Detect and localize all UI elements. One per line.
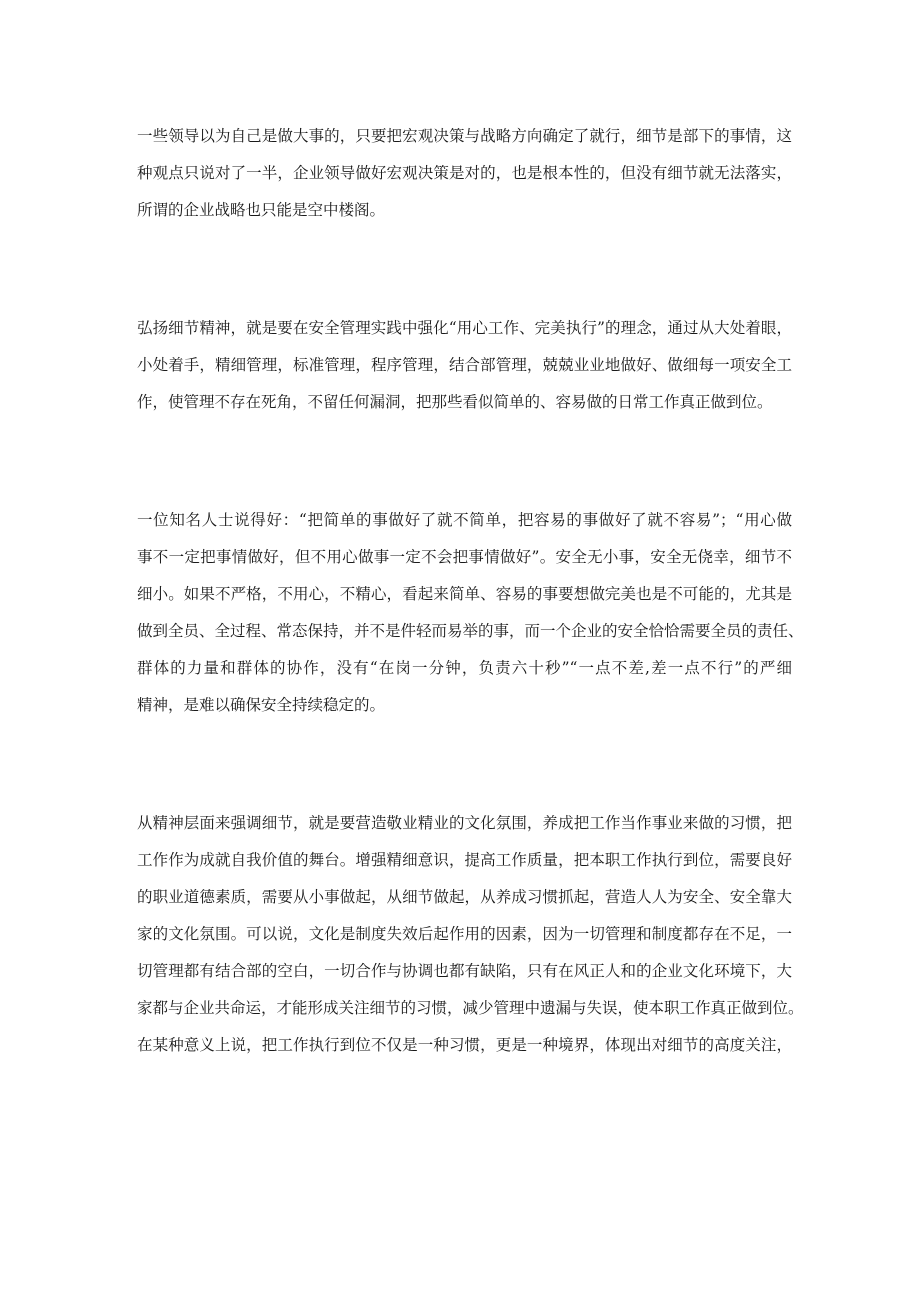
text-line: 细小。如果不严格，不用心，不精心，看起来简单、容易的事要想做完美也是不可能的，尤其是: [137, 585, 792, 603]
text-line: 所谓的企业战略也只能是空中楼阁。: [137, 201, 386, 219]
text-line: 弘扬细节精神，就是要在安全管理实践中强化“用心工作、完美执行”的理念，通过从大处着眼，: [137, 319, 792, 337]
text-line: 从精神层面来强调细节，就是要营造敬业精业的文化氛围，养成把工作当作事业来做的习惯，把: [137, 814, 792, 832]
text-line: 精神，是难以确保安全持续稳定的。: [137, 696, 386, 714]
paragraph-2: [137, 310, 792, 421]
text-line: 小处着手，精细管理，标准管理，程序管理，结合部管理，兢兢业业地做好、做细每一项安全工: [137, 356, 792, 374]
text-line: 一些领导以为自己是做大事的，只要把宏观决策与战略方向确定了就行，细节是部下的事情，这: [137, 127, 792, 145]
text-line: 事不一定把事情做好，但不用心做事一定不会把事情做好”。安全无小事，安全无侥幸，细节不: [137, 548, 792, 566]
text-line: 切管理都有结合部的空白，一切合作与协调也都有缺陷，只有在风正人和的企业文化环境下，大: [137, 962, 792, 980]
text-line: 家都与企业共命运，才能形成关注细节的习惯，减少管理中遗漏与失误，使本职工作真正做到位。: [137, 999, 804, 1017]
text-line: 工作作为成就自我价值的舞台。增强精细意识，提高工作质量，把本职工作执行到位，需要良好: [137, 851, 792, 869]
text-line: 群体的力量和群体的协作，没有“在岗一分钟，负责六十秒”“一点不差,差一点不行”的严细: [137, 659, 792, 677]
paragraph-1: [137, 118, 792, 229]
text-line: 种观点只说对了一半，企业领导做好宏观决策是对的，也是根本性的，但没有细节就无法落实，: [137, 164, 792, 182]
text-line: 作，使管理不存在死角，不留任何漏洞，把那些看似简单的、容易做的日常工作真正做到位。: [137, 393, 773, 411]
text-line: 家的文化氛围。可以说，文化是制度失效后起作用的因素，因为一切管理和制度都存在不足，一: [137, 925, 792, 943]
text-line: 在某种意义上说，把工作执行到位不仅是一种习惯，更是一种境界，体现出对细节的高度关注，: [137, 1036, 792, 1054]
text-line: 一位知名人士说得好：“把简单的事做好了就不简单，把容易的事做好了就不容易”；“用心做: [137, 511, 792, 529]
text-line: 的职业道德素质，需要从小事做起，从细节做起，从养成习惯抓起，营造人人为安全、安全靠大: [137, 888, 792, 906]
paragraph-4: [137, 805, 804, 1064]
paragraph-3: [137, 502, 804, 724]
text-line: 做到全员、全过程、常态保持，并不是件轻而易举的事，而一个企业的安全恰恰需要全员的责任、: [137, 622, 804, 640]
